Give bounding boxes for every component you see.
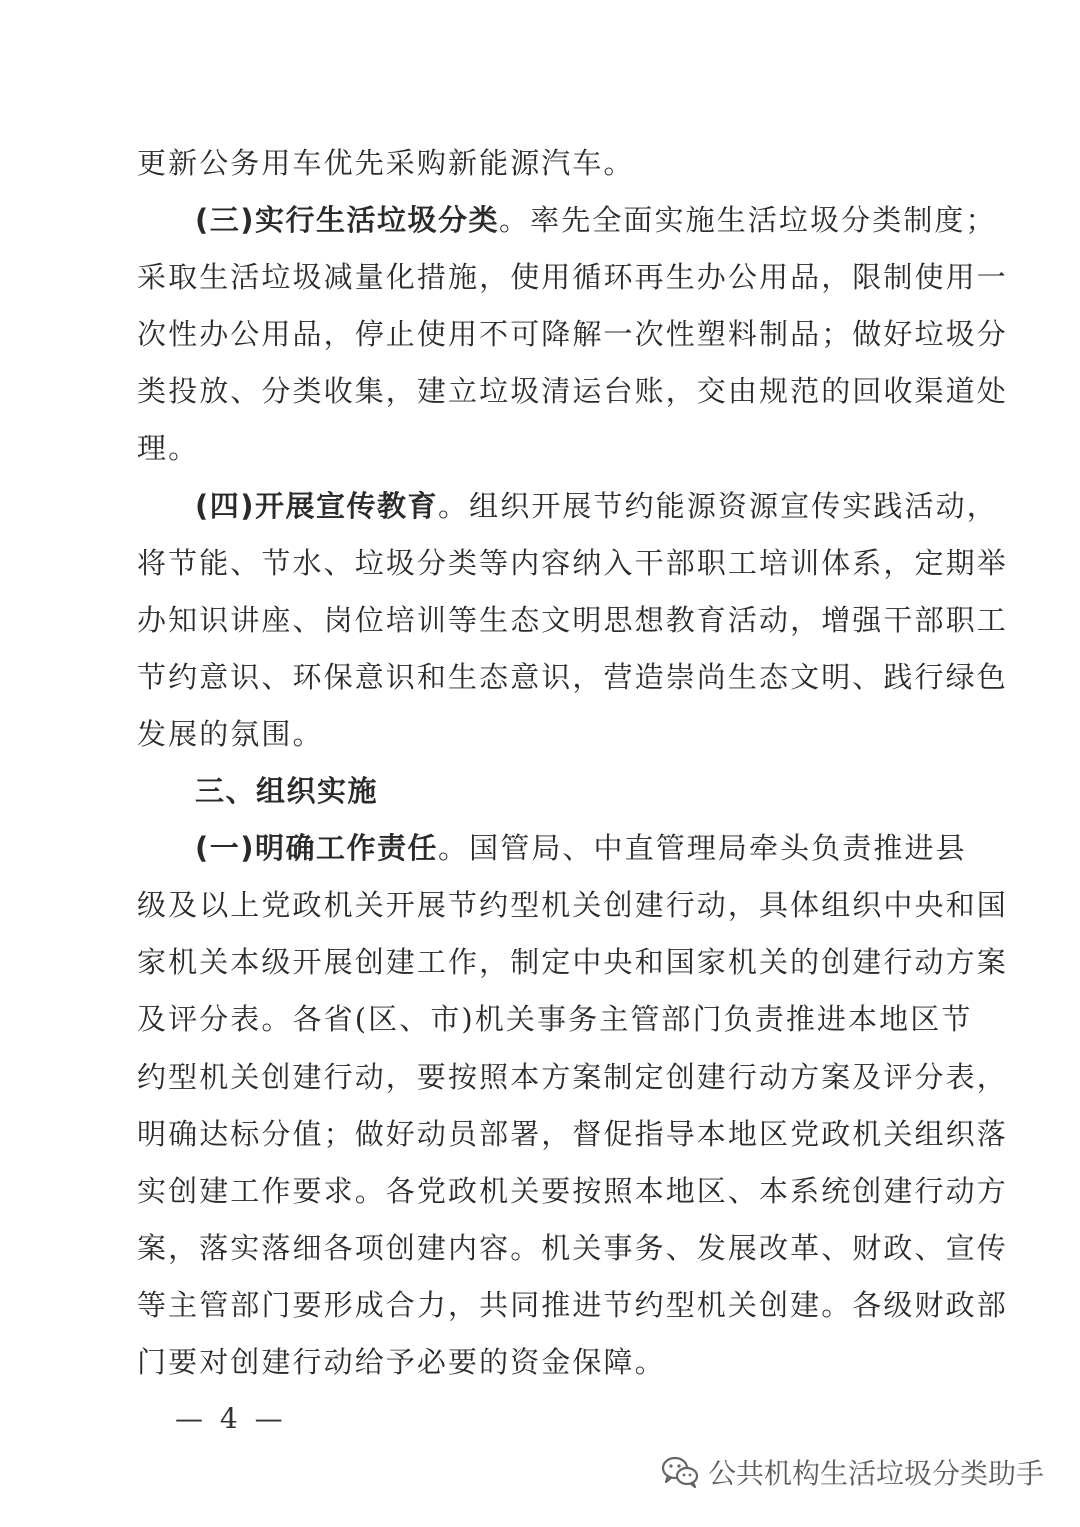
text-line bbox=[137, 1049, 1008, 1106]
line-text: 发展的氛围。 bbox=[137, 716, 324, 751]
text-line bbox=[137, 991, 973, 1048]
text-line bbox=[137, 706, 967, 763]
text-line bbox=[137, 934, 1008, 991]
line-text: 。率先全面实施生活垃圾分类制度； bbox=[499, 203, 997, 238]
text-line bbox=[137, 420, 967, 477]
line-text: 次性办公用品，停止使用不可降解一次性塑料制品；做好垃圾分 bbox=[137, 317, 1008, 352]
line-text: 实创建工作要求。各党政机关要按照本地区、本系统创建行动方 bbox=[137, 1173, 1008, 1208]
text-line bbox=[137, 192, 997, 249]
page-number: — 4 — bbox=[175, 1402, 287, 1435]
text-line bbox=[137, 649, 1008, 706]
section-heading: (一)明确工作责任 bbox=[195, 831, 439, 866]
watermark-text: 公共机构生活垃圾分类助手 bbox=[707, 1457, 1044, 1490]
text-line bbox=[137, 820, 967, 877]
line-text: 案，落实落细各项创建内容。机关事务、发展改革、财政、宣传 bbox=[137, 1230, 1008, 1265]
document-body bbox=[137, 135, 1008, 1391]
text-line bbox=[137, 592, 1008, 649]
line-text: 约型机关创建行动，要按照本方案制定创建行动方案及评分表， bbox=[137, 1059, 1008, 1094]
line-text: 。组织开展节约能源资源宣传实践活动， bbox=[438, 488, 998, 523]
line-text: 明确达标分值；做好动员部署，督促指导本地区党政机关组织落 bbox=[137, 1116, 1008, 1151]
section-heading: (四)开展宣传教育 bbox=[195, 488, 439, 523]
section-heading: (三)实行生活垃圾分类 bbox=[195, 203, 500, 238]
text-line bbox=[137, 135, 967, 192]
text-line bbox=[137, 877, 1008, 934]
line-text: 类投放、分类收集，建立垃圾清运台账，交由规范的回收渠道处 bbox=[137, 374, 1008, 409]
line-text: 更新公务用车优先采购新能源汽车。 bbox=[137, 146, 635, 180]
line-text: 节约意识、环保意识和生态意识，营造崇尚生态文明、践行绿色 bbox=[137, 659, 1008, 694]
text-line bbox=[137, 1277, 1008, 1334]
line-text: 将节能、节水、垃圾分类等内容纳入干部职工培训体系，定期举 bbox=[137, 545, 1008, 580]
wechat-icon bbox=[660, 1455, 700, 1489]
line-text: 采取生活垃圾减量化措施，使用循环再生办公用品，限制使用一 bbox=[137, 260, 1008, 295]
line-text: 级及以上党政机关开展节约型机关创建行动，具体组织中央和国 bbox=[137, 888, 1008, 923]
text-line bbox=[137, 478, 998, 535]
line-text: 门要对创建行动给予必要的资金保障。 bbox=[137, 1344, 666, 1379]
line-text: 理。 bbox=[137, 431, 200, 466]
line-text: 等主管部门要形成合力，共同推进节约型机关创建。各级财政部 bbox=[137, 1287, 1008, 1322]
line-text: 家机关本级开展创建工作，制定中央和国家机关的创建行动方案 bbox=[137, 945, 1008, 980]
line-text: 及评分表。各省(区、市)机关事务主管部门负责推进本地区节 bbox=[137, 1002, 973, 1037]
text-line bbox=[137, 535, 1008, 592]
text-line bbox=[137, 1106, 1008, 1163]
text-line bbox=[137, 1220, 1008, 1277]
text-line bbox=[137, 249, 1008, 306]
watermark bbox=[660, 1452, 1044, 1492]
text-line bbox=[137, 1163, 1008, 1220]
text-line bbox=[137, 363, 1008, 420]
line-text: 办知识讲座、岗位培训等生态文明思想教育活动，增强干部职工 bbox=[137, 602, 1008, 637]
line-text: 。国管局、中直管理局牵头负责推进县 bbox=[438, 831, 967, 866]
text-line bbox=[137, 1334, 967, 1391]
text-line bbox=[137, 306, 1008, 363]
section-heading: 三、组织实施 bbox=[195, 774, 379, 809]
text-line bbox=[137, 763, 967, 820]
